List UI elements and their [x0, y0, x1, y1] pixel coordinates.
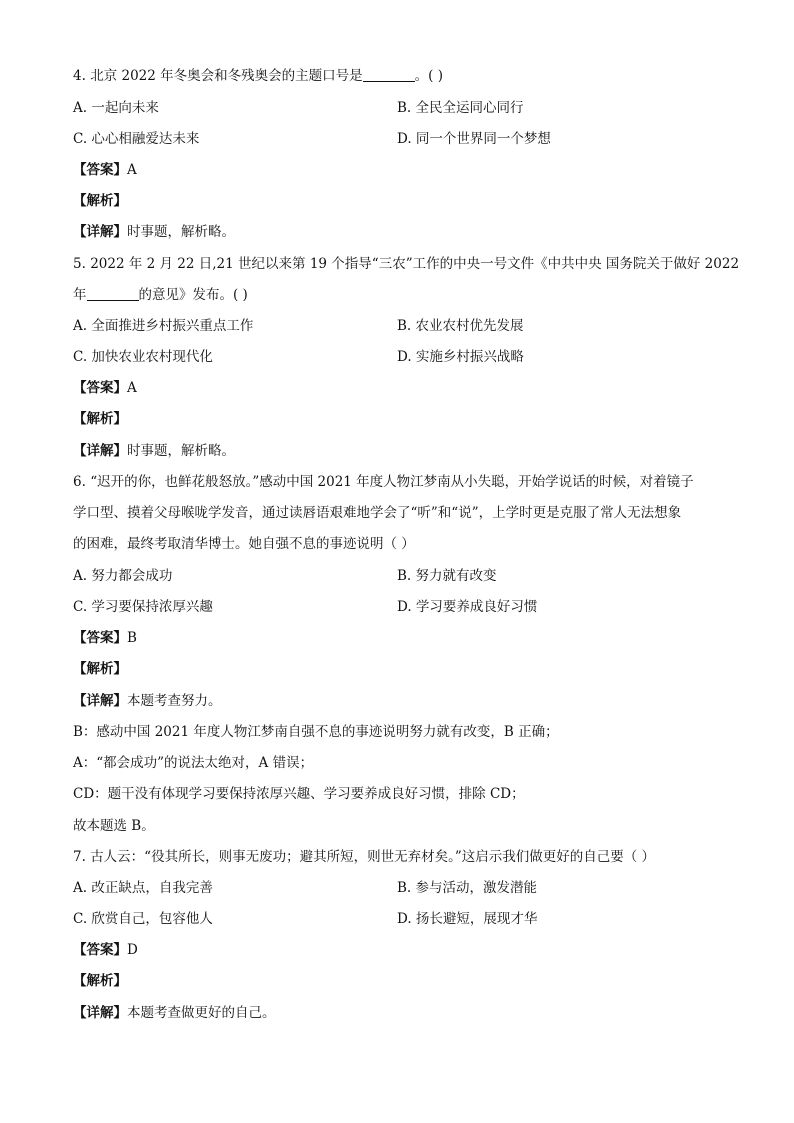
detail-line	[73, 1003, 276, 1023]
analysis-label: 【解析】	[73, 193, 127, 209]
question-7-stem	[73, 847, 655, 867]
answer-value: B	[127, 630, 137, 646]
question-text: 古人云：“役其所长，则事无废功；避其所短，则世无弃材矣。”这启示我们做更好的自己要（ ）	[90, 849, 656, 865]
detail-line	[73, 441, 235, 461]
analysis-label: 【解析】	[73, 973, 127, 989]
answer-label: 【答案】	[73, 162, 127, 178]
option-b: B. 全民全运同心同行	[397, 100, 524, 116]
detail-text: 本题考查努力。	[127, 693, 222, 709]
answer-blank	[363, 67, 415, 82]
question-4-stem	[73, 66, 443, 86]
question-5-stem-line-2	[73, 285, 248, 305]
analysis-label: 【解析】	[73, 411, 127, 427]
detail-line	[73, 691, 222, 711]
question-6-stem-line-3: 的困难，最终考取清华博士。她自强不息的事迹说明（ ）	[73, 536, 415, 552]
question-text: 年	[73, 287, 87, 303]
question-text: “迟开的你，也鲜花般怒放。”感动中国 2021 年度人物江梦南从小失聪，开始学说话的时候，对着镜子	[90, 474, 694, 490]
option-c: C. 加快农业农村现代化	[73, 349, 213, 365]
answer-label: 【答案】	[73, 942, 127, 958]
question-number: 6.	[73, 474, 86, 490]
question-text: 2022 年 2 月 22 日,21 世纪以来第 19 个指导“三农”工作的中央一号文件《中共中央 国务院关于做好 2022	[90, 256, 740, 272]
option-a: A. 一起向未来	[73, 100, 159, 116]
option-c: C. 学习要保持浓厚兴趣	[73, 599, 213, 615]
answer-line	[73, 160, 137, 180]
answer-value: D	[127, 942, 138, 958]
question-text: 北京 2022 年冬奥会和冬残奥会的主题口号是	[90, 68, 363, 84]
option-a: A. 努力都会成功	[73, 568, 173, 584]
answer-label: 【答案】	[73, 380, 127, 396]
detail-line	[73, 222, 235, 242]
question-number: 7.	[73, 849, 86, 865]
option-a: A. 全面推进乡村振兴重点工作	[73, 318, 254, 334]
option-d: D. 扬长避短，展现才华	[397, 911, 538, 927]
answer-line	[73, 940, 138, 960]
question-6-stem-line-1	[73, 472, 694, 492]
detail-label: 【详解】	[73, 443, 127, 459]
answer-line	[73, 628, 137, 648]
detail-label: 【详解】	[73, 224, 127, 240]
option-c: C. 心心相融爱达未来	[73, 131, 200, 147]
detail-label: 【详解】	[73, 1005, 127, 1021]
detail-label: 【详解】	[73, 693, 127, 709]
answer-value: A	[127, 162, 137, 178]
explanation-line: A：“都会成功”的说法太绝对，A 错误；	[73, 755, 314, 771]
question-6-stem-line-2: 学口型、摸着父母喉咙学发音，通过读唇语艰难地学会了“听”和“说”，上学时更是克服了常人无法想象	[73, 505, 682, 521]
detail-text: 本题考查做更好的自己。	[127, 1005, 276, 1021]
explanation-line: B：感动中国 2021 年度人物江梦南自强不息的事迹说明努力就有改变，B 正确；	[73, 724, 559, 740]
answer-value: A	[127, 380, 137, 396]
answer-line	[73, 378, 137, 398]
detail-text: 时事题，解析略。	[127, 224, 235, 240]
option-b: B. 努力就有改变	[397, 568, 497, 584]
option-a: A. 改正缺点，自我完善	[73, 880, 213, 896]
option-d: D. 实施乡村振兴战略	[397, 349, 524, 365]
analysis-label: 【解析】	[73, 661, 127, 677]
question-number: 5.	[73, 256, 86, 272]
option-d: D. 学习要养成良好习惯	[397, 599, 538, 615]
question-5-stem-line-1	[73, 254, 739, 274]
option-b: B. 农业农村优先发展	[397, 318, 524, 334]
option-b: B. 参与活动，激发潜能	[397, 880, 538, 896]
answer-label: 【答案】	[73, 630, 127, 646]
question-text: 。( )	[414, 68, 443, 84]
detail-text: 时事题，解析略。	[127, 443, 235, 459]
explanation-line: CD：题干没有体现学习要保持浓厚兴趣、学习要养成良好习惯，排除 CD；	[73, 786, 525, 802]
explanation-line: 故本题选 B。	[73, 818, 155, 834]
question-text: 的意见》发布。( )	[138, 287, 248, 303]
answer-blank	[87, 286, 139, 301]
option-d: D. 同一个世界同一个梦想	[397, 131, 551, 147]
question-number: 4.	[73, 68, 86, 84]
option-c: C. 欣赏自己，包容他人	[73, 911, 213, 927]
